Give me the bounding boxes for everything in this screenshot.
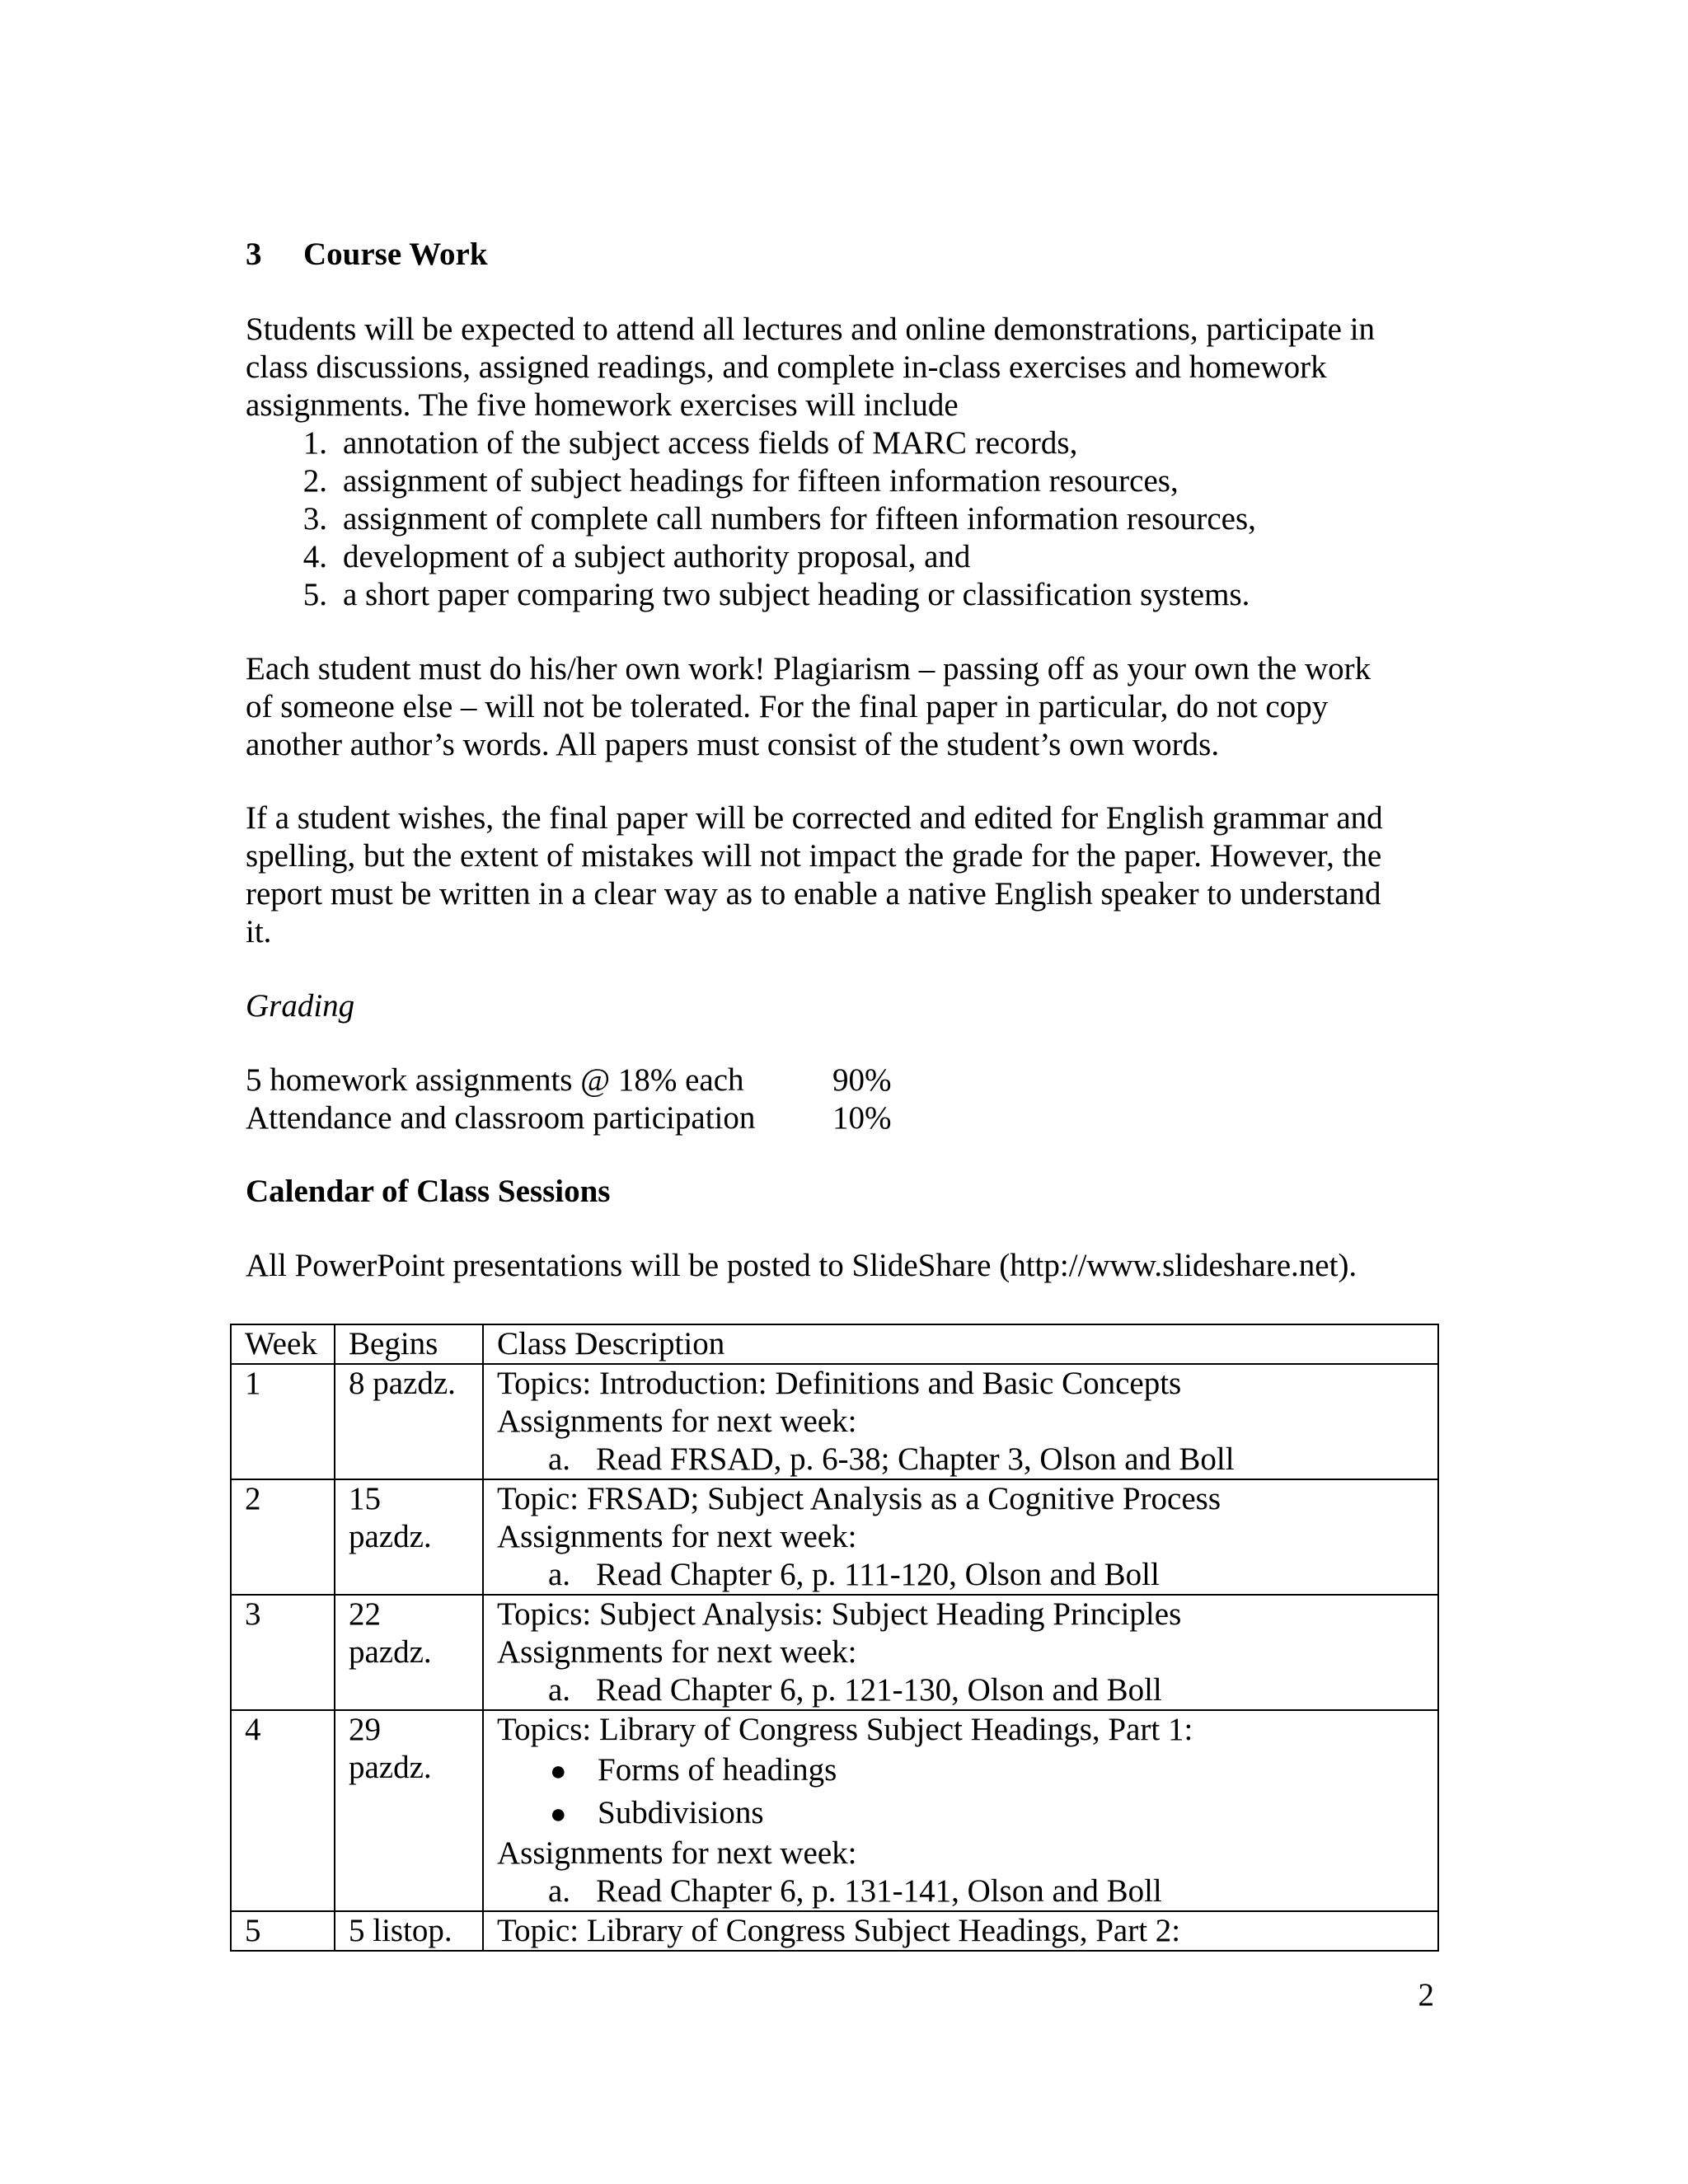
page-number: 2 (1418, 1977, 1434, 2013)
english-line-2: spelling, but the extent of mistakes will not impact the grade for the paper. However, the (246, 838, 1382, 874)
list-item: assignment of complete call numbers for fifteen information resources, (343, 501, 1256, 537)
begins-text: pazdz. (349, 1634, 432, 1670)
bullet-text: Forms of headings (598, 1752, 837, 1788)
begins-cell (335, 1479, 483, 1595)
grading-value: 10% (832, 1100, 892, 1136)
week-cell: 2 (231, 1479, 335, 1595)
bullet-icon: ● (550, 1799, 567, 1830)
table-row (231, 1710, 1438, 1911)
assignment-letter: a. (548, 1873, 571, 1909)
topic-text: Topics: Subject Analysis: Subject Heading Principles (497, 1596, 1182, 1632)
section-title: Course Work (303, 237, 488, 272)
begins-text: 15 (349, 1481, 381, 1516)
list-item: assignment of subject headings for fifteen information resources, (343, 463, 1179, 499)
plagiarism-line-3: another author’s words. All papers must consist of the student’s own words. (246, 727, 1220, 762)
topic-text: Topics: Introduction: Definitions and Basic Concepts (497, 1366, 1182, 1401)
grading-value: 90% (832, 1062, 892, 1098)
english-line-1: If a student wishes, the final paper will be corrected and edited for English grammar and (246, 800, 1383, 836)
english-line-3: report must be written in a clear way as to enable a native English speaker to understand (246, 876, 1381, 912)
plagiarism-line-1: Each student must do his/her own work! Plagiarism – passing off as your own the work (246, 651, 1372, 687)
assignment-item (497, 1556, 1437, 1594)
bullet-icon: ● (550, 1756, 567, 1787)
begins-text: 5 listop. (349, 1913, 452, 1948)
description-cell (483, 1479, 1438, 1595)
description-cell (483, 1911, 1438, 1951)
week-cell: 4 (231, 1710, 335, 1911)
column-header: Begins (335, 1324, 483, 1364)
week-cell: 1 (231, 1364, 335, 1479)
table-row (231, 1479, 1438, 1595)
list-item-number: 4. (302, 539, 327, 574)
grading-label: Attendance and classroom participation (246, 1100, 756, 1136)
intro-line-3: assignments. The five homework exercises will include (246, 387, 959, 423)
list-item-number: 3. (302, 501, 327, 537)
begins-cell (335, 1911, 483, 1951)
assignments-label: Assignments for next week: (497, 1519, 857, 1554)
description-cell (483, 1710, 1438, 1911)
bullet-item (497, 1792, 1437, 1835)
bullet-text: Subdivisions (598, 1795, 764, 1830)
assignment-item (497, 1441, 1437, 1479)
assignment-text: Read FRSAD, p. 6-38; Chapter 3, Olson and Boll (596, 1441, 1235, 1477)
list-item: annotation of the subject access fields of MARC records, (343, 425, 1078, 461)
column-header: Week (231, 1324, 335, 1364)
list-item: a short paper comparing two subject heading or classification systems. (343, 577, 1250, 612)
table-row (231, 1911, 1438, 1951)
begins-text: 29 (349, 1712, 381, 1747)
assignment-text: Read Chapter 6, p. 111-120, Olson and Boll (596, 1557, 1160, 1592)
assignment-text: Read Chapter 6, p. 131-141, Olson and Boll (596, 1873, 1162, 1909)
begins-cell (335, 1364, 483, 1479)
list-item-number: 1. (302, 425, 327, 461)
table-row (231, 1595, 1438, 1710)
intro-line-1: Students will be expected to attend all lectures and online demonstrations, participate in (246, 312, 1376, 347)
intro-line-2: class discussions, assigned readings, and complete in-class exercises and homework (246, 349, 1327, 385)
week-cell: 3 (231, 1595, 335, 1710)
begins-cell (335, 1595, 483, 1710)
plagiarism-line-2: of someone else – will not be tolerated. For the final paper in particular, do not copy (246, 689, 1329, 724)
table-row (231, 1364, 1438, 1479)
assignment-letter: a. (548, 1672, 571, 1708)
assignment-letter: a. (548, 1441, 571, 1477)
begins-text: 22 (349, 1596, 381, 1632)
description-cell (483, 1364, 1438, 1479)
topic-text: Topics: Library of Congress Subject Headings, Part 1: (497, 1712, 1193, 1747)
bullet-item (497, 1749, 1437, 1792)
week-cell: 5 (231, 1911, 335, 1951)
assignment-item (497, 1671, 1437, 1709)
list-item: development of a subject authority proposal, and (343, 539, 971, 574)
topic-text: Topic: FRSAD; Subject Analysis as a Cognitive Process (497, 1481, 1221, 1516)
assignment-letter: a. (548, 1557, 571, 1592)
calendar-heading: Calendar of Class Sessions (246, 1174, 611, 1209)
english-line-4: it. (246, 914, 272, 949)
list-item-number: 5. (302, 577, 327, 612)
topic-text: Topic: Library of Congress Subject Headings, Part 2: (497, 1913, 1181, 1948)
description-cell (483, 1595, 1438, 1710)
assignments-label: Assignments for next week: (497, 1634, 857, 1670)
calendar-note: All PowerPoint presentations will be posted to SlideShare (http://www.slideshare.net). (246, 1248, 1357, 1283)
calendar-table (230, 1324, 1439, 1952)
section-number: 3 (246, 237, 262, 272)
begins-text: pazdz. (349, 1750, 432, 1785)
list-item-number: 2. (302, 463, 327, 499)
assignments-label: Assignments for next week: (497, 1835, 857, 1871)
column-header: Class Description (483, 1324, 1438, 1364)
grading-heading: Grading (246, 988, 355, 1024)
begins-cell (335, 1710, 483, 1911)
grading-label: 5 homework assignments @ 18% each (246, 1062, 744, 1098)
assignments-label: Assignments for next week: (497, 1404, 857, 1439)
assignment-text: Read Chapter 6, p. 121-130, Olson and Boll (596, 1672, 1162, 1708)
begins-text: 8 pazdz. (349, 1366, 456, 1401)
assignment-item (497, 1872, 1437, 1910)
table-header-row (231, 1324, 1438, 1364)
begins-text: pazdz. (349, 1519, 432, 1554)
